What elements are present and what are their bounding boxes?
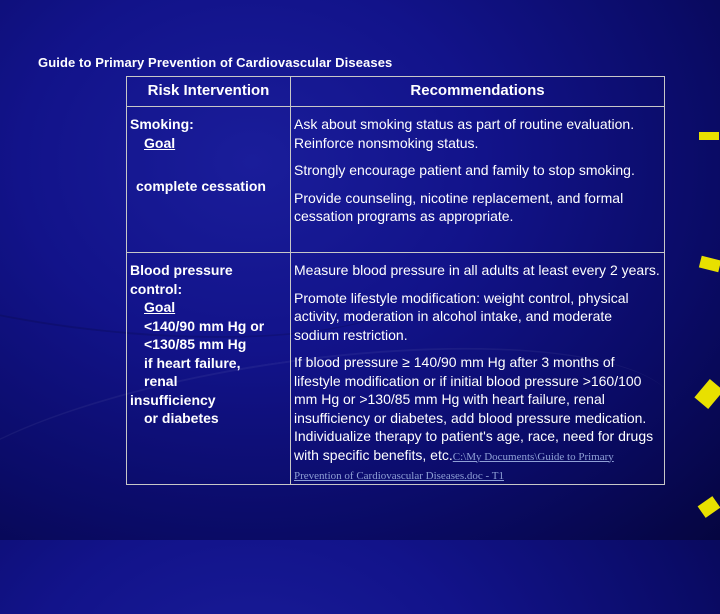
risk-goal-text: if heart failure, (144, 354, 241, 371)
decorative-bar (699, 256, 720, 272)
risk-goal-text: <140/90 mm Hg or (144, 317, 265, 334)
table-row-smoking (127, 107, 665, 253)
risk-cell-blood-pressure (127, 253, 291, 485)
risk-goal-text: complete cessation (136, 178, 266, 194)
recommendation-text: Measure blood pressure in all adults at least every 2 years. (294, 262, 660, 278)
recommendation-text-part: 140/90 mm Hg after 3 months of lifestyle modification or if initial blood pressure >160/100 mm Hg or >130/85 mm Hg with heart failure, renal insufficiency or diabetes, add blood pressure medication. Individualize therapy to patient's age, race, need for drugs with specific benefits, etc. (294, 354, 654, 463)
recommendation-text: Strongly encourage patient and family to stop smoking. (294, 162, 635, 178)
table-header-row (127, 77, 665, 107)
recommendation-text: Provide counseling, nicotine replacement, and formal cessation programs as appropriate. (294, 189, 624, 224)
table-row-blood-pressure (127, 253, 665, 485)
header-recommendations: Recommendations (291, 77, 665, 107)
recommendation-text: Promote lifestyle modification: weight control, physical activity, moderation in alcohol intake, and moderate sodium restriction. (294, 289, 629, 343)
header-risk-intervention: Risk Intervention (127, 77, 291, 107)
risk-heading: Blood pressure (130, 262, 233, 278)
risk-goal-text: renal (144, 373, 178, 389)
document-link[interactable]: C:\My Documents\Guide to Primary Prevention of Cardiovascular Diseases.doc - T1 (294, 450, 614, 482)
risk-goal-label: Goal (144, 134, 176, 151)
recommendation-cell-blood-pressure (291, 253, 665, 485)
decorative-bar (699, 132, 719, 140)
risk-cell-smoking (127, 107, 291, 253)
decorative-bar (698, 496, 720, 518)
risk-goal-label: Goal (144, 299, 176, 315)
prevention-table (126, 76, 665, 485)
risk-heading: Smoking: (130, 116, 194, 132)
risk-goal-text: or diabetes (144, 410, 219, 426)
greater-equal-symbol: ≥ (402, 354, 410, 370)
background-swoosh (0, 0, 583, 86)
recommendation-text-medication (294, 353, 661, 484)
recommendation-text-part: If blood pressure (294, 354, 403, 370)
slide-title: Guide to Primary Prevention of Cardiovascular Diseases (38, 55, 393, 70)
recommendation-cell-smoking (291, 107, 665, 253)
recommendation-text: Ask about smoking status as part of routine evaluation. Reinforce nonsmoking status. (294, 116, 635, 151)
risk-goal-text: <130/85 mm Hg (144, 336, 247, 352)
risk-heading: control: (130, 280, 183, 297)
decorative-bar (694, 379, 720, 409)
risk-goal-text: insufficiency (130, 391, 216, 408)
